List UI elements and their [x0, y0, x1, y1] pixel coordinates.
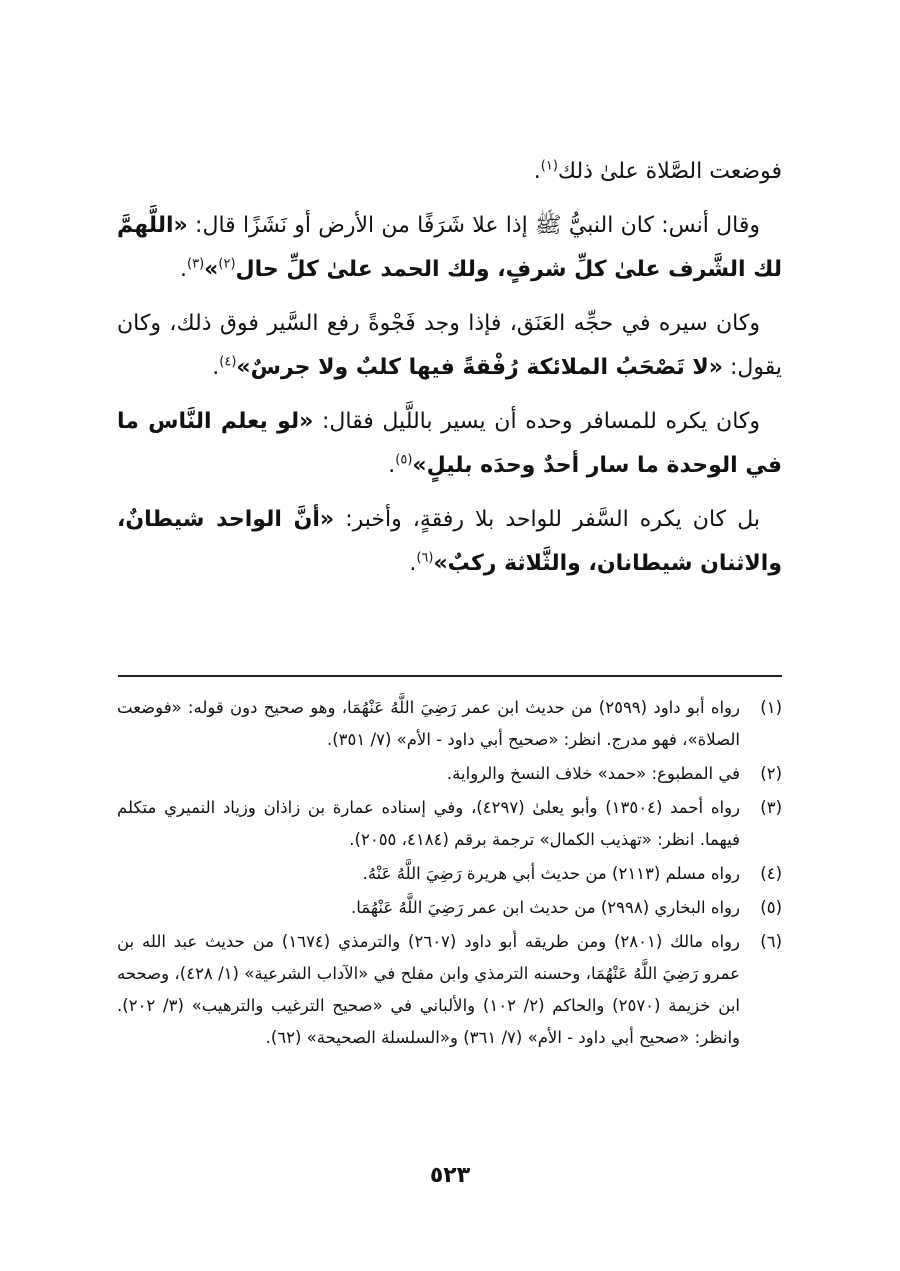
paragraph-1 [117, 150, 782, 194]
footnote-ref: (٤) [219, 354, 237, 370]
footnote-number: (١) [760, 698, 782, 717]
footnote-item [117, 892, 782, 924]
paragraph-4 [117, 400, 782, 488]
footnote-ref: (٥) [395, 452, 413, 468]
paragraph-end: . [212, 355, 220, 380]
quote-close: » [204, 257, 219, 282]
paragraph-text: فوضعت الصَّلاة علىٰ ذلك [557, 159, 782, 184]
main-text [117, 150, 782, 596]
paragraph-text: وكان سيره في حجِّه العَنَق، فإذا وجد فَجْوةً رفع السَّير فوق ذلك، وكان يقول: [117, 311, 782, 380]
footnote-number: (٥) [760, 898, 782, 917]
hadith-quote: «لو يعلم النَّاس ما في الوحدة ما سار أحدٌ وحدَه بليلٍ» [117, 409, 782, 478]
footnote-text: في المطبوع: «حمد» خلاف النسخ والرواية. [446, 764, 740, 783]
footnote-item [117, 758, 782, 790]
paragraph-end: . [533, 159, 541, 184]
paragraph-end: . [409, 551, 417, 576]
hadith-quote: «لا تَصْحَبُ الملائكة رُفْقةً فيها كلبٌ ولا جرسٌ» [236, 355, 723, 380]
footnote-item [117, 692, 782, 756]
footnote-item [117, 792, 782, 856]
footnote-ref: (١) [540, 158, 558, 174]
footnote-ref: (٦) [416, 550, 434, 566]
paragraph-text: بل كان يكره السَّفر للواحد بلا رفقةٍ، وأخبر: [334, 507, 760, 532]
footnote-text: رواه أحمد (١٣٥٠٤) وأبو يعلىٰ (٤٢٩٧)، وفي إسناده عمارة بن زاذان وزياد النميري متكلم فيهما. انظر: «تهذيب الكمال» ترجمة برقم (٤١٨٤، ٢٠٥٥). [117, 798, 741, 849]
footnote-ref: (٢) [218, 256, 236, 272]
footnote-number: (٦) [760, 932, 782, 951]
footnote-text: رواه البخاري (٢٩٩٨) من حديث ابن عمر رَضِيَ اللَّهُ عَنْهُمَا. [350, 898, 740, 917]
paragraph-end: . [388, 453, 396, 478]
footnote-number: (٤) [760, 864, 782, 883]
footnote-text: رواه مالك (٢٨٠١) ومن طريقه أبو داود (٢٦٠٧) والترمذي (١٦٧٤) من حديث عبد الله بن عمرو رَضِيَ اللَّهُ عَنْهُمَا، وحسنه الترمذي وابن مفلح في «الآداب الشرعية» (١/ ٤٢٨)، وصححه ابن خزيمة (٢٥٧٠) والحاكم (٢/ ١٠٢) والألباني في «صحيح الترغيب والترهيب» (٣/ ٢٠٢). وانظر: «صحيح أبي داود - الأم» (٧/ ٣٦١) و«السلسلة الصحيحة» (٦٢). [117, 932, 740, 1047]
paragraph-2 [117, 204, 782, 292]
hadith-quote: «أنَّ الواحد شيطانٌ، والاثنان شيطانان، والثَّلاثة ركبٌ» [117, 507, 782, 576]
footnote-number: (٣) [760, 798, 782, 817]
footnotes [117, 692, 782, 1056]
footnote-divider [118, 675, 782, 677]
paragraph-3 [117, 302, 782, 390]
footnote-ref: (٣) [187, 256, 205, 272]
paragraph-text: وقال أنس: كان النبيُّ ﷺ إذا علا شَرَفًا من الأرض أو نَشَزًا قال: [187, 213, 760, 238]
paragraph-text: وكان يكره للمسافر وحده أن يسير باللَّيل فقال: [313, 409, 761, 434]
footnote-text: رواه مسلم (٢١١٣) من حديث أبي هريرة رَضِيَ اللَّهُ عَنْهُ. [362, 864, 740, 883]
hadith-quote: «اللَّهمَّ لك الشَّرف علىٰ كلِّ شرفٍ، ولك الحمد علىٰ كلِّ حال [117, 213, 782, 282]
footnote-text: رواه أبو داود (٢٥٩٩) من حديث ابن عمر رَضِيَ اللَّهُ عَنْهُمَا، وهو صحيح دون قوله: «فوضعت الصلاة»، فهو مدرج. انظر: «صحيح أبي داود - الأم» (٧/ ٣٥١). [117, 698, 740, 749]
footnote-item [117, 926, 782, 1054]
paragraph-end: . [180, 257, 188, 282]
footnote-item [117, 858, 782, 890]
page-number: ٥٢٣ [429, 1163, 471, 1188]
footnote-number: (٢) [760, 764, 782, 783]
paragraph-5 [117, 498, 782, 586]
